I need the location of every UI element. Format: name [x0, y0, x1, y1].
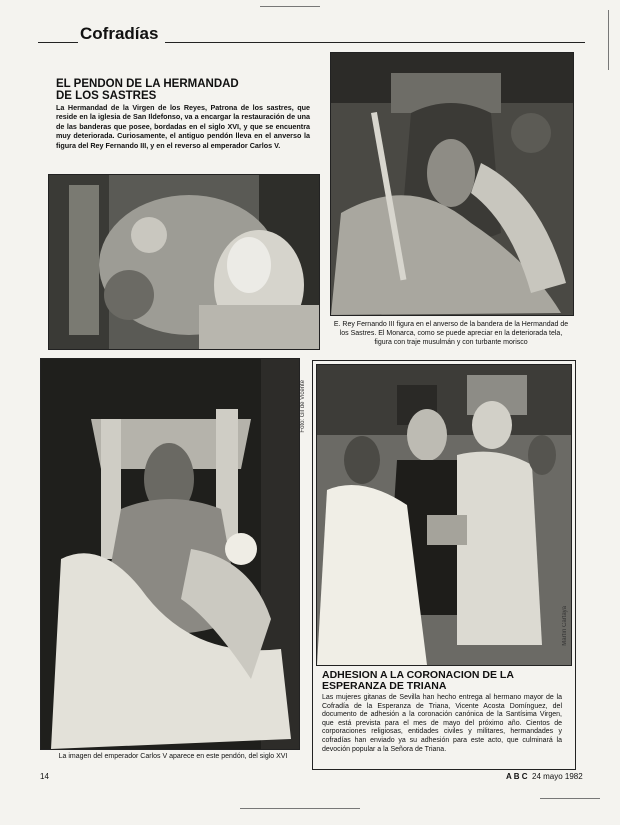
page-number: 14 [40, 772, 49, 781]
article1-headline-line1: EL PENDON DE LA HERMANDAD [56, 78, 239, 90]
photo-carlos-v [40, 358, 300, 750]
article2-headline-line2: ESPERANZA DE TRIANA [322, 680, 447, 692]
credit-triana-photo: Martín Cartaya [562, 606, 568, 646]
article2-headline [322, 670, 514, 692]
section-rule-left [38, 42, 78, 43]
scan-mark-bottom-right [540, 798, 600, 799]
credit-carlos-photo: Foto: Gil de Vicente [300, 380, 306, 433]
scan-mark-right [608, 10, 609, 70]
article2-body: Las mujeres gitanas de Sevilla han hecho entrega al hermano mayor de la Cofradía de la Esperanza de Triana, Vicente Acosta Domínguez, del documento de adhesión a la coronación canónica de la Santísima Virgen, que está prevista para el mes de mayo del próximo año. Cientos de corporaciones religiosas, entidades civiles y militares, hermandades y cofradías han enviado ya su adhesión para este acto, que culminará la devoción popular a la Señora de Triana. [322, 694, 562, 753]
article1-body: La Hermandad de la Virgen de los Reyes, Patrona de los sastres, que reside en la iglesia de San Ildefonso, va a encargar la restauración de una de las banderas que posee, bordadas en el siglo XVI, y que se encuentra muy deteriorada. Curiosamente, el antiguo pendón lleva en el anverso la figura del Rey Fernando III, y en el reverso al emperador Carlos V. [56, 103, 310, 150]
article2-headline-line1: ADHESION A LA CORONACION DE LA [322, 669, 514, 681]
footer-date: 24 mayo 1982 [532, 772, 583, 781]
article1-headline [56, 78, 239, 102]
photo-triana-adhesion [316, 364, 572, 666]
section-rule-right [165, 42, 585, 43]
photo-flag-banner [48, 174, 320, 350]
caption-fernando: E. Rey Fernando III figura en el anverso de la bandera de la Hermandad de los Sastres. El Monarca, como se puede apreciar en la deteriorada tela, figura con traje musulmán y con turbante morisco [333, 321, 569, 346]
scan-mark-top [260, 6, 320, 7]
footer-masthead: A B C [506, 772, 528, 781]
caption-carlos: La imagen del emperador Carlos V aparece en este pendón, del siglo XVI [58, 753, 288, 760]
section-title: Cofradías [80, 24, 159, 43]
photo-fernando-iii [330, 52, 574, 316]
article1-headline-line2: DE LOS SASTRES [56, 90, 157, 102]
scan-mark-bottom [240, 808, 360, 809]
